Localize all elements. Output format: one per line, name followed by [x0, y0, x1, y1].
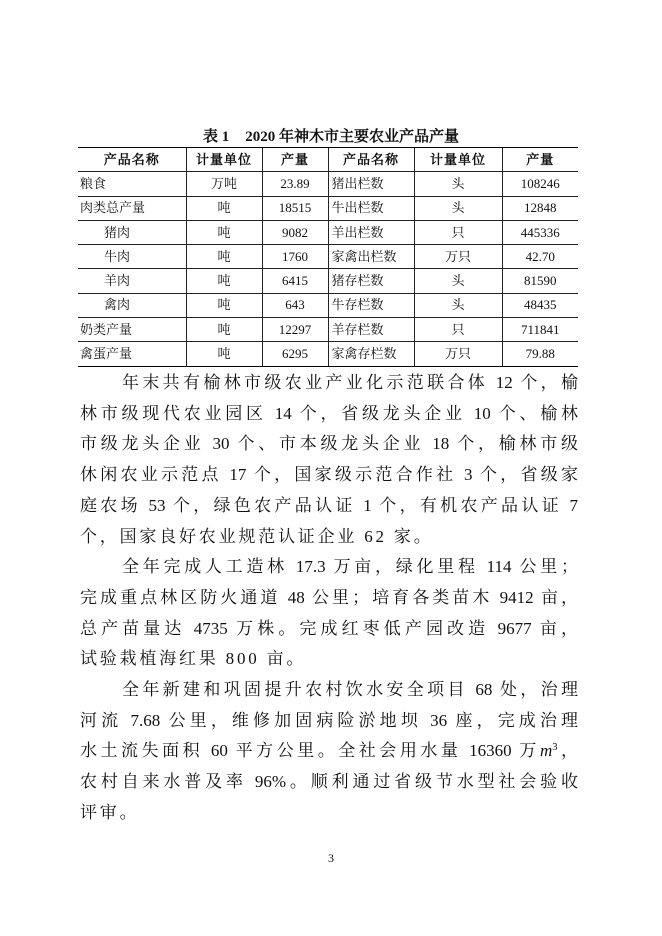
livestock-unit-cell: 只 [414, 318, 502, 342]
product-name-cell: 羊肉 [78, 269, 186, 293]
text-line: 全年完成人工造林 17.3 万亩，绿化里程 114 公里； [122, 557, 578, 577]
text-segment: ， [557, 741, 579, 761]
livestock-unit-cell: 头 [414, 269, 502, 293]
table-row [78, 269, 578, 293]
text-line: 林市级现代农业园区 14 个，省级龙头企业 10 个、榆林 [80, 403, 578, 423]
livestock-unit-cell: 万只 [414, 342, 502, 366]
text-line: 市级龙头企业 30 个、市本级龙头企业 18 个，榆林市级 [80, 434, 578, 454]
livestock-unit-cell: 只 [414, 220, 502, 244]
product-name-cell: 猪肉 [78, 220, 186, 244]
text-line: 评审。 [80, 802, 140, 822]
table-row [78, 318, 578, 342]
table-row [78, 196, 578, 220]
table-header-row [78, 148, 578, 172]
table-caption-text: 2020 年神木市主要农业产品产量 [245, 129, 460, 145]
unit-cell: 吨 [186, 196, 262, 220]
header-unit-2: 计量单位 [414, 148, 502, 172]
text-line: 完成重点林区防火通道 48 公里；培育各类苗木 9412 亩， [80, 587, 578, 607]
agri-output-table [78, 147, 578, 367]
livestock-name-cell: 羊出栏数 [328, 220, 414, 244]
output-cell: 23.89 [262, 172, 328, 196]
header-unit: 计量单位 [186, 148, 262, 172]
unit-cell: 吨 [186, 293, 262, 317]
output-cell: 12297 [262, 318, 328, 342]
unit-cell: 吨 [186, 269, 262, 293]
product-name-cell: 禽蛋产量 [78, 342, 186, 366]
output-cell: 6415 [262, 269, 328, 293]
livestock-count-cell: 12848 [502, 196, 578, 220]
livestock-count-cell: 48435 [502, 293, 578, 317]
unit-cell: 吨 [186, 220, 262, 244]
livestock-name-cell: 猪出栏数 [328, 172, 414, 196]
text-line [80, 736, 578, 767]
livestock-unit-cell: 万只 [414, 245, 502, 269]
livestock-count-cell: 81590 [502, 269, 578, 293]
livestock-name-cell: 家禽出栏数 [328, 245, 414, 269]
livestock-count-cell: 108246 [502, 172, 578, 196]
livestock-name-cell: 牛存栏数 [328, 293, 414, 317]
header-output: 产量 [262, 148, 328, 172]
unit-cell: 万吨 [186, 172, 262, 196]
math-unit-exponent: 3 [552, 742, 558, 754]
table-row [78, 245, 578, 269]
livestock-count-cell: 445336 [502, 220, 578, 244]
table-row [78, 342, 578, 366]
text-line: 农村自来水普及率 96%。顺利通过省级节水型社会验收 [80, 772, 578, 792]
table-caption-label: 表 1 [202, 129, 230, 145]
product-name-cell: 禽肉 [78, 293, 186, 317]
product-name-cell: 奶类产量 [78, 318, 186, 342]
livestock-count-cell: 79.88 [502, 342, 578, 366]
text-segment: 水土流失面积 60 平方公里。全社会用水量 16360 万 [80, 741, 540, 761]
livestock-name-cell: 家禽存栏数 [328, 342, 414, 366]
paragraph-agri-enterprises [80, 368, 578, 552]
livestock-unit-cell: 头 [414, 293, 502, 317]
text-line: 庭农场 53 个，绿色农产品认证 1 个，有机农产品认证 7 [80, 495, 578, 515]
header-product-name: 产品名称 [78, 148, 186, 172]
livestock-name-cell: 猪存栏数 [328, 269, 414, 293]
livestock-name-cell: 牛出栏数 [328, 196, 414, 220]
livestock-unit-cell: 头 [414, 172, 502, 196]
text-line: 试验栽植海红果 800 亩。 [80, 649, 307, 669]
livestock-unit-cell: 头 [414, 196, 502, 220]
output-cell: 9082 [262, 220, 328, 244]
text-line: 全年新建和巩固提升农村饮水安全项目 68 处，治理 [122, 680, 578, 700]
text-line: 河流 7.68 公里，维修加固病险淤地坝 36 座，完成治理 [80, 710, 578, 730]
livestock-count-cell: 711841 [502, 318, 578, 342]
text-line: 休闲农业示范点 17 个，国家级示范合作社 3 个，省级家 [80, 465, 578, 485]
livestock-name-cell: 羊存栏数 [328, 318, 414, 342]
page-number: 3 [328, 851, 334, 865]
paragraph-water-projects [80, 675, 578, 829]
table-row [78, 172, 578, 196]
unit-cell: 吨 [186, 318, 262, 342]
math-unit-variable: m [539, 741, 553, 761]
output-cell: 643 [262, 293, 328, 317]
output-cell: 1760 [262, 245, 328, 269]
text-line: 个，国家良好农业规范认证企业 62 家。 [80, 526, 434, 546]
paragraph-afforestation [80, 552, 578, 675]
body-text [80, 368, 578, 829]
unit-cell: 吨 [186, 342, 262, 366]
header-output-2: 产量 [502, 148, 578, 172]
livestock-count-cell: 42.70 [502, 245, 578, 269]
output-cell: 6295 [262, 342, 328, 366]
unit-cell: 吨 [186, 245, 262, 269]
product-name-cell: 粮食 [78, 172, 186, 196]
header-product-name-2: 产品名称 [328, 148, 414, 172]
product-name-cell: 牛肉 [78, 245, 186, 269]
output-cell: 18515 [262, 196, 328, 220]
text-line: 年末共有榆林市级农业产业化示范联合体 12 个，榆 [122, 373, 578, 392]
table-row [78, 293, 578, 317]
product-name-cell: 肉类总产量 [78, 196, 186, 220]
text-line: 总产苗量达 4735 万株。完成红枣低产园改造 9677 亩， [80, 618, 578, 638]
table-row [78, 220, 578, 244]
table-caption [0, 128, 662, 146]
